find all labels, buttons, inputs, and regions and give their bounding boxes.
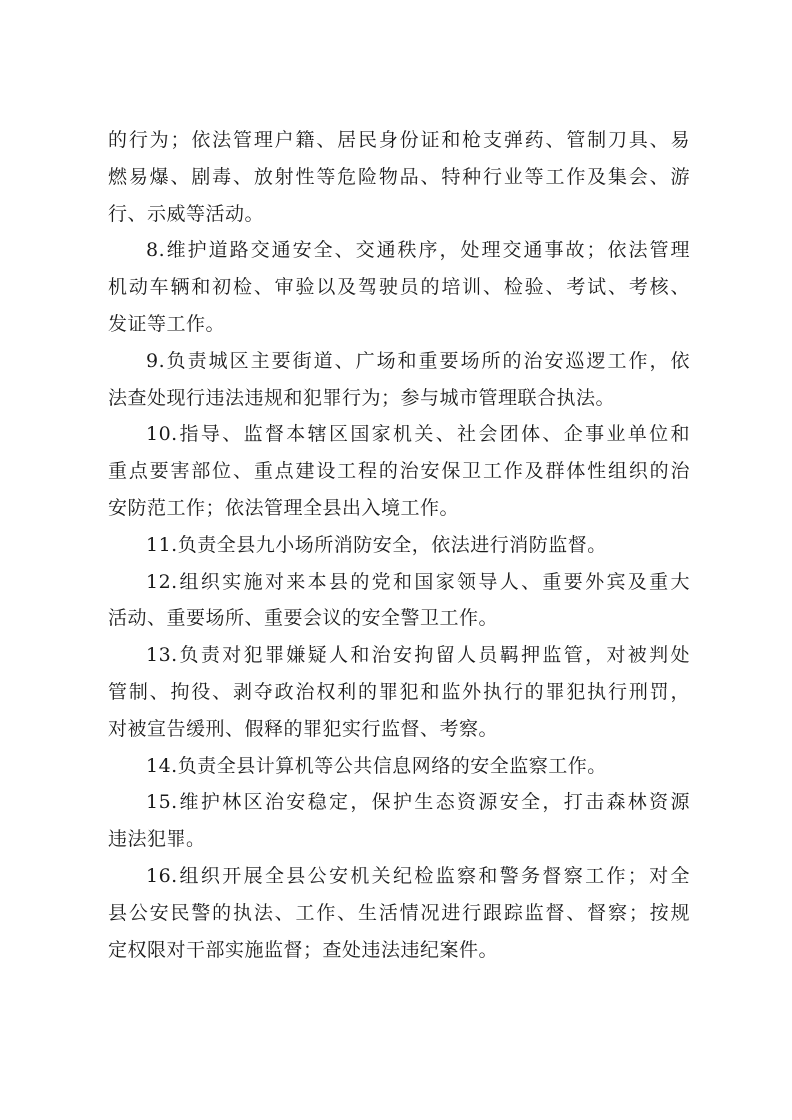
text-line: 行、示威等活动。 <box>108 202 265 225</box>
text-line: 对被宣告缓刑、假释的罪犯实行监督、考察。 <box>108 717 499 740</box>
document-body <box>108 122 690 968</box>
text-line: 发证等工作。 <box>108 312 226 335</box>
text-line: 法查处现行违法违规和犯罪行为；参与城市管理联合执法。 <box>108 386 616 409</box>
text-line: 重点要害部位、重点建设工程的治安保卫工作及群体性组织的治 <box>108 460 690 483</box>
paragraph-item-10: 10.指导、监督本辖区国家机关、社会团体、企事业单位和 <box>146 423 690 446</box>
paragraph-item-9: 9.负责城区主要街道、广场和重要场所的治安巡逻工作，依 <box>146 349 690 372</box>
text-line: 燃易爆、剧毒、放射性等危险物品、特种行业等工作及集会、游 <box>108 165 690 188</box>
text-line: 县公安民警的执法、工作、生活情况进行跟踪监督、督察；按规 <box>108 901 690 924</box>
paragraph-item-15: 15.维护林区治安稳定，保护生态资源安全，打击森林资源 <box>146 791 690 814</box>
paragraph-item-11: 11.负责全县九小场所消防安全，依法进行消防监督。 <box>146 533 607 556</box>
text-line: 的行为；依法管理户籍、居民身份证和枪支弹药、管制刀具、易 <box>108 129 690 151</box>
paragraph-item-8: 8.维护道路交通安全、交通秩序，处理交通事故；依法管理 <box>146 239 690 262</box>
text-line: 定权限对干部实施监督；查处违法违纪案件。 <box>108 938 499 961</box>
text-line: 安防范工作；依法管理全县出入境工作。 <box>108 496 460 519</box>
paragraph-item-14: 14.负责全县计算机等公共信息网络的安全监察工作。 <box>146 754 607 777</box>
paragraph-item-16: 16.组织开展全县公安机关纪检监察和警务督察工作；对全 <box>146 864 690 887</box>
paragraph-item-12: 12.组织实施对来本县的党和国家领导人、重要外宾及重大 <box>146 570 690 593</box>
text-line: 违法犯罪。 <box>108 828 206 851</box>
text-line: 管制、拘役、剥夺政治权利的罪犯和监外执行的罪犯执行刑罚， <box>108 680 690 703</box>
text-line: 机动车辆和初检、审验以及驾驶员的培训、检验、考试、考核、 <box>108 276 690 299</box>
text-line: 活动、重要场所、重要会议的安全警卫工作。 <box>108 607 499 630</box>
paragraph-item-13: 13.负责对犯罪嫌疑人和治安拘留人员羁押监管，对被判处 <box>146 644 690 667</box>
